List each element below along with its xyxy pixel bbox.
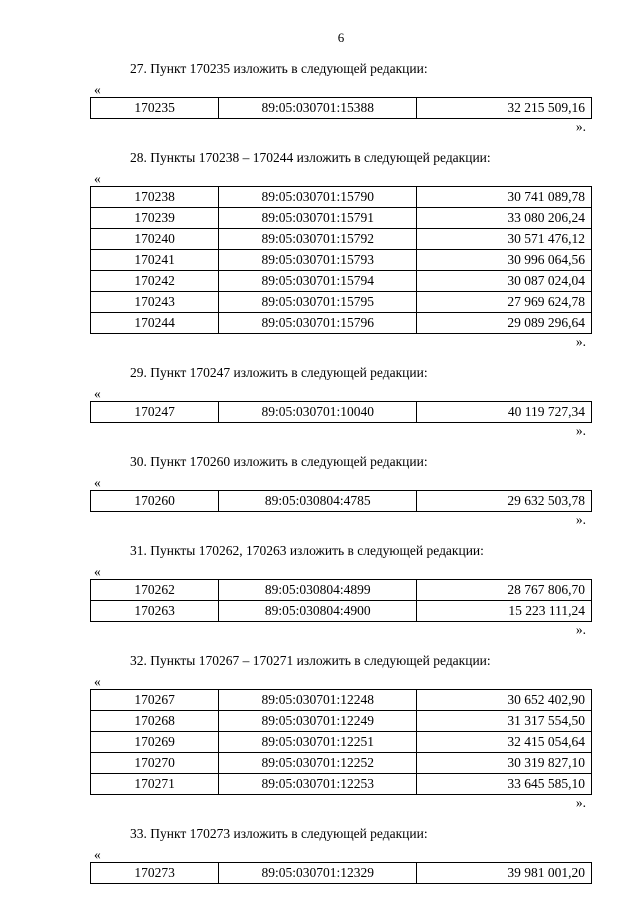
value-cell: 30 652 402,90	[417, 690, 592, 711]
table-body	[91, 863, 592, 884]
open-quote: «	[94, 82, 101, 97]
cadastral-number-cell: 89:05:030701:15792	[219, 229, 417, 250]
table-row	[91, 711, 592, 732]
document-section	[90, 364, 592, 438]
table-body	[91, 491, 592, 512]
close-quote: ».	[575, 512, 586, 527]
data-table	[90, 401, 592, 423]
value-cell: 33 645 585,10	[417, 774, 592, 795]
open-quote: «	[94, 847, 101, 862]
table-body	[91, 402, 592, 423]
value-cell: 40 119 727,34	[417, 402, 592, 423]
item-number-cell: 170268	[91, 711, 219, 732]
open-quote: «	[94, 674, 101, 689]
table-row	[91, 580, 592, 601]
item-number-cell: 170273	[91, 863, 219, 884]
close-quote: ».	[575, 119, 586, 134]
data-table	[90, 862, 592, 884]
item-number-cell: 170240	[91, 229, 219, 250]
item-number-cell: 170263	[91, 601, 219, 622]
item-number-cell: 170260	[91, 491, 219, 512]
cadastral-number-cell: 89:05:030701:15796	[219, 313, 417, 334]
cadastral-number-cell: 89:05:030804:4900	[219, 601, 417, 622]
item-number-cell: 170239	[91, 208, 219, 229]
table-row	[91, 690, 592, 711]
value-cell: 28 767 806,70	[417, 580, 592, 601]
item-number-cell: 170262	[91, 580, 219, 601]
close-quote: ».	[575, 423, 586, 438]
cadastral-number-cell: 89:05:030701:15793	[219, 250, 417, 271]
data-table	[90, 579, 592, 622]
cadastral-number-cell: 89:05:030701:12329	[219, 863, 417, 884]
item-number-cell: 170242	[91, 271, 219, 292]
table-body	[91, 580, 592, 622]
cadastral-number-cell: 89:05:030701:12249	[219, 711, 417, 732]
table-row	[91, 98, 592, 119]
item-number-cell: 170238	[91, 187, 219, 208]
section-heading: 27. Пункт 170235 изложить в следующей редакции:	[130, 61, 428, 76]
document-section	[90, 149, 592, 349]
document-section	[90, 453, 592, 527]
data-table	[90, 97, 592, 119]
page-number: 6	[337, 30, 345, 45]
value-cell: 31 317 554,50	[417, 711, 592, 732]
value-cell: 32 215 509,16	[417, 98, 592, 119]
document-section	[90, 652, 592, 810]
item-number-cell: 170270	[91, 753, 219, 774]
open-quote: «	[94, 386, 101, 401]
item-number-cell: 170269	[91, 732, 219, 753]
close-quote: ».	[575, 334, 586, 349]
value-cell: 29 632 503,78	[417, 491, 592, 512]
table-body	[91, 98, 592, 119]
table-row	[91, 292, 592, 313]
document-section	[90, 825, 592, 884]
cadastral-number-cell: 89:05:030701:12248	[219, 690, 417, 711]
value-cell: 32 415 054,64	[417, 732, 592, 753]
table-row	[91, 491, 592, 512]
cadastral-number-cell: 89:05:030804:4899	[219, 580, 417, 601]
data-table	[90, 689, 592, 795]
item-number-cell: 170241	[91, 250, 219, 271]
value-cell: 27 969 624,78	[417, 292, 592, 313]
table-row	[91, 601, 592, 622]
section-heading: 29. Пункт 170247 изложить в следующей редакции:	[130, 365, 428, 380]
close-quote: ».	[575, 622, 586, 637]
data-table	[90, 490, 592, 512]
table-row	[91, 250, 592, 271]
cadastral-number-cell: 89:05:030701:12252	[219, 753, 417, 774]
open-quote: «	[94, 564, 101, 579]
cadastral-number-cell: 89:05:030804:4785	[219, 491, 417, 512]
value-cell: 33 080 206,24	[417, 208, 592, 229]
table-row	[91, 187, 592, 208]
cadastral-number-cell: 89:05:030701:12253	[219, 774, 417, 795]
section-heading: 33. Пункт 170273 изложить в следующей редакции:	[130, 826, 428, 841]
section-heading: 30. Пункт 170260 изложить в следующей редакции:	[130, 454, 428, 469]
value-cell: 30 996 064,56	[417, 250, 592, 271]
table-body	[91, 690, 592, 795]
item-number-cell: 170243	[91, 292, 219, 313]
item-number-cell: 170271	[91, 774, 219, 795]
data-table	[90, 186, 592, 334]
cadastral-number-cell: 89:05:030701:15794	[219, 271, 417, 292]
cadastral-number-cell: 89:05:030701:15791	[219, 208, 417, 229]
cadastral-number-cell: 89:05:030701:10040	[219, 402, 417, 423]
table-row	[91, 313, 592, 334]
value-cell: 39 981 001,20	[417, 863, 592, 884]
table-row	[91, 271, 592, 292]
cadastral-number-cell: 89:05:030701:12251	[219, 732, 417, 753]
value-cell: 30 319 827,10	[417, 753, 592, 774]
item-number-cell: 170267	[91, 690, 219, 711]
item-number-cell: 170244	[91, 313, 219, 334]
table-row	[91, 753, 592, 774]
value-cell: 29 089 296,64	[417, 313, 592, 334]
document-section	[90, 542, 592, 637]
table-body	[91, 187, 592, 334]
cadastral-number-cell: 89:05:030701:15388	[219, 98, 417, 119]
section-heading: 28. Пункты 170238 – 170244 изложить в следующей редакции:	[130, 150, 491, 165]
table-row	[91, 863, 592, 884]
section-heading: 32. Пункты 170267 – 170271 изложить в следующей редакции:	[130, 653, 491, 668]
cadastral-number-cell: 89:05:030701:15790	[219, 187, 417, 208]
table-row	[91, 402, 592, 423]
sections-container	[90, 60, 592, 884]
value-cell: 15 223 111,24	[417, 601, 592, 622]
table-row	[91, 208, 592, 229]
value-cell: 30 741 089,78	[417, 187, 592, 208]
open-quote: «	[94, 475, 101, 490]
open-quote: «	[94, 171, 101, 186]
value-cell: 30 087 024,04	[417, 271, 592, 292]
table-row	[91, 229, 592, 250]
section-heading: 31. Пункты 170262, 170263 изложить в следующей редакции:	[130, 543, 484, 558]
close-quote: ».	[575, 795, 586, 810]
table-row	[91, 732, 592, 753]
value-cell: 30 571 476,12	[417, 229, 592, 250]
item-number-cell: 170235	[91, 98, 219, 119]
item-number-cell: 170247	[91, 402, 219, 423]
cadastral-number-cell: 89:05:030701:15795	[219, 292, 417, 313]
table-row	[91, 774, 592, 795]
document-section	[90, 60, 592, 134]
